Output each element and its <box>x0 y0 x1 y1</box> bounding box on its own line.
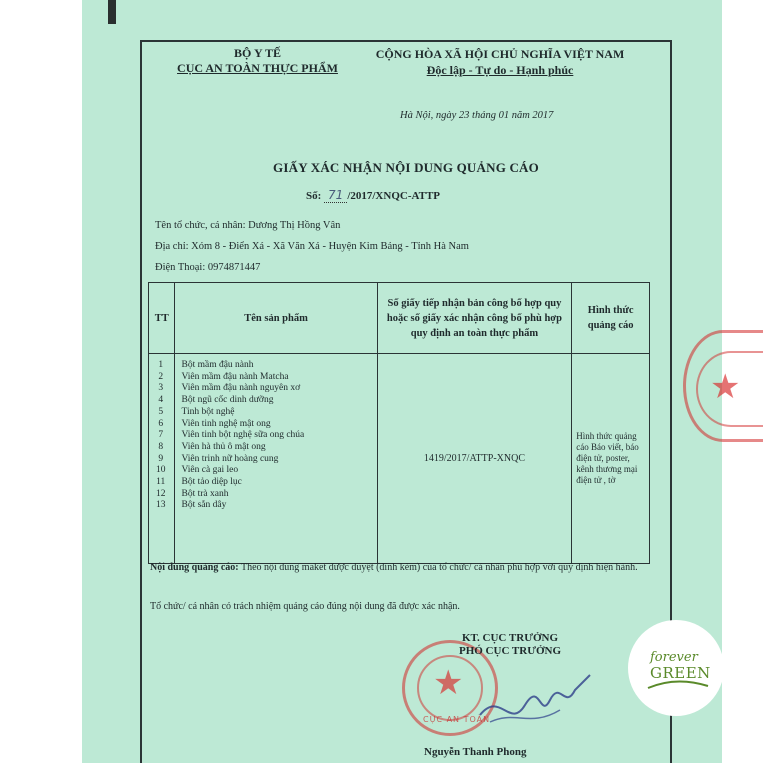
signature-title-1: KT. CỤC TRƯỞNG <box>461 632 559 644</box>
binder-clip <box>108 0 116 24</box>
logo-text-1: forever <box>650 650 698 665</box>
handwritten-number: 71 <box>324 188 347 203</box>
document-number <box>306 188 440 203</box>
logo-text-2: GREEN <box>650 664 711 682</box>
applicant-phone-row <box>155 262 260 273</box>
applicant-name: Dương Thị Hồng Vân <box>248 220 341 231</box>
header-product-name: Tên sản phẩm <box>175 283 377 354</box>
national-header <box>345 46 655 78</box>
signer-name: Nguyễn Thanh Phong <box>424 746 527 758</box>
header-cert: Số giấy tiếp nhận bản công bố hợp quy hoặc số giấy xác nhận công bố phù hợp quy định an toàn thực phẩm <box>377 283 572 354</box>
product-names: Bột mầm đậu nành Viên mầm đậu nành Matcha Viên mầm đậu nành nguyên xơ Bột ngũ cốc dinh dưỡng Tinh bột nghệ Viên tinh nghệ mật ong Viên tinh bột nghệ sữa ong chúa Viên hà thủ ô mật ong Viên trinh nữ hoàng cung Viên cà gai leo Bột tảo diệp lục Bột trà xanh Bột sắn dây <box>175 354 377 564</box>
ad-content-text: Theo nội dung maket được duyệt (đính kèm) của tổ chức/ cá nhân phù hợp với quy định hiện hành. <box>240 562 638 573</box>
applicant-address-label: Địa chỉ: <box>155 241 189 252</box>
signature-title-2: PHÓ CỤC TRƯỞNG <box>458 645 562 657</box>
agency-name: CỤC AN TOÀN THỰC PHẨM <box>177 61 338 75</box>
star-icon: ★ <box>433 663 464 703</box>
ad-content-paragraph <box>150 561 650 575</box>
issue-date: Hà Nội, ngày 23 tháng 01 năm 2017 <box>400 110 554 121</box>
stamp-text: CỤC AN TOÀN <box>423 715 491 724</box>
document-title: GIẤY XÁC NHẬN NỘI DUNG QUẢNG CÁO <box>273 160 539 175</box>
applicant-address: Xóm 8 - Điển Xá - Xã Văn Xá - Huyện Kim Bảng - Tỉnh Hà Nam <box>191 241 469 252</box>
signature-block <box>430 632 590 658</box>
header-ad-form: Hình thức quảng cáo <box>572 283 650 354</box>
issuer-header <box>155 46 360 76</box>
applicant-address-row <box>155 241 469 252</box>
logo-swoosh-icon <box>646 678 710 692</box>
product-indices: 1 2 3 4 5 6 7 8 9 10 11 12 13 <box>149 354 175 564</box>
country-name: CỘNG HÒA XÃ HỘI CHỦ NGHĨA VIỆT NAM <box>375 47 625 61</box>
applicant-name-label: Tên tổ chức, cá nhân: <box>155 220 246 231</box>
ad-content-label: Nội dung quảng cáo: <box>150 562 239 573</box>
applicant-phone: 0974871447 <box>207 262 261 273</box>
ad-form: Hình thức quảng cáo Báo viết, báo điện tử, poster, kênh thương mại điện tử , tờ <box>572 354 650 564</box>
forever-green-logo <box>628 620 724 716</box>
applicant-name-row <box>155 220 340 231</box>
header-tt: TT <box>149 283 175 354</box>
number-suffix: /2017/XNQC-ATTP <box>347 190 440 202</box>
number-label: Số: <box>306 190 322 202</box>
cert-number: 1419/2017/ATTP-XNQC <box>377 354 572 564</box>
table-body-row <box>149 354 650 564</box>
table-header-row <box>149 283 650 354</box>
star-icon: ★ <box>710 367 741 407</box>
ministry-name: BỘ Y TẾ <box>234 46 281 60</box>
stamp-right <box>683 330 763 442</box>
product-table <box>148 282 650 564</box>
applicant-phone-label: Điện Thoại: <box>155 262 206 273</box>
national-motto: Độc lập - Tự do - Hạnh phúc <box>426 63 574 77</box>
responsibility-note: Tổ chức/ cá nhân có trách nhiệm quảng cáo đúng nội dung đã được xác nhận. <box>150 601 460 612</box>
signature-scribble <box>470 660 600 740</box>
